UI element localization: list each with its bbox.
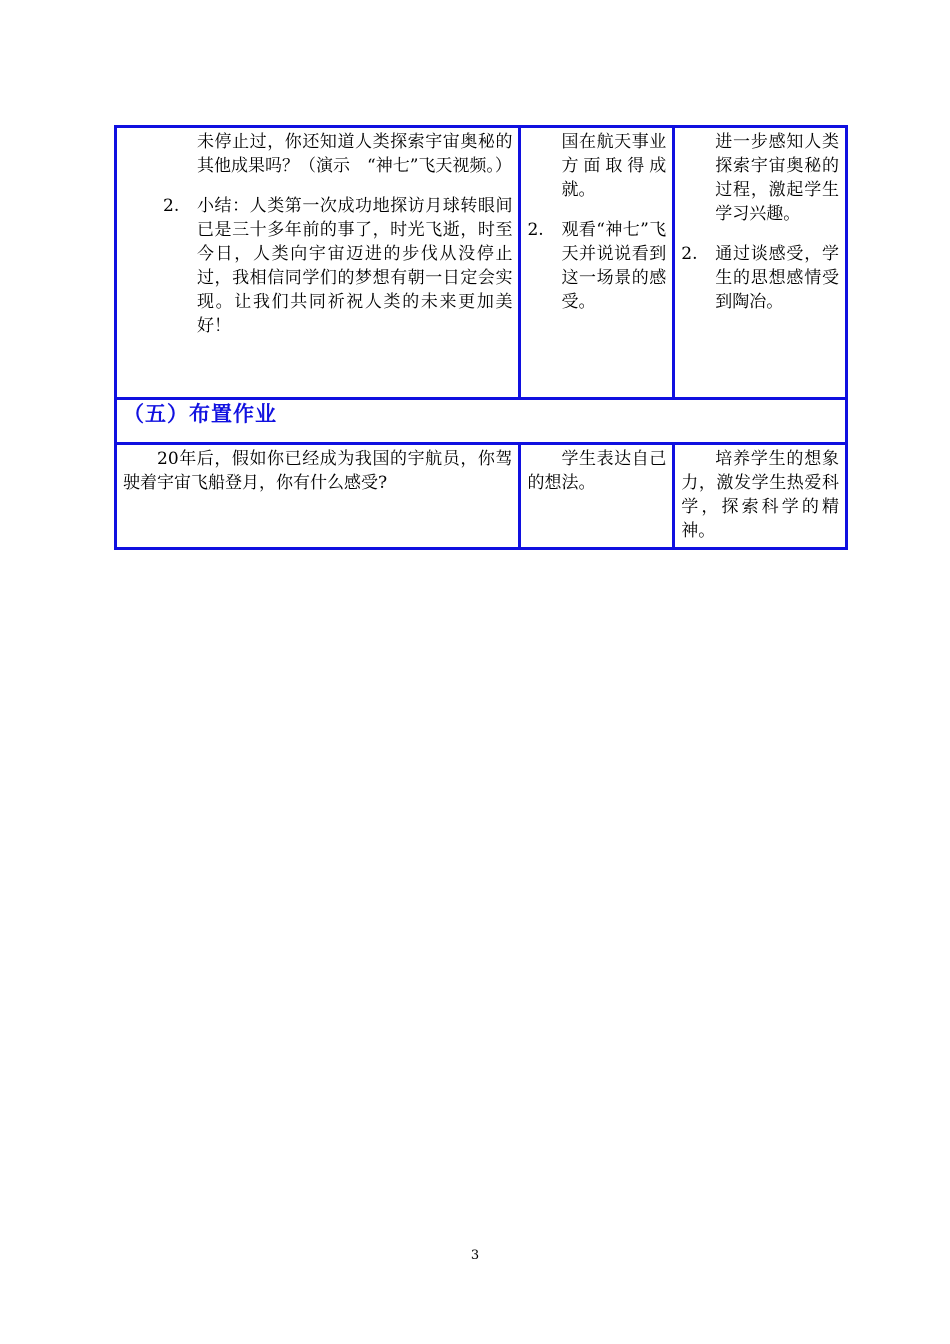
student-activity-cell xyxy=(520,127,674,399)
section-header-row xyxy=(116,399,847,444)
homework-intent-cell xyxy=(674,444,847,549)
homework-intent-text: 培养学生的想象力，激发学生热爱科学，探索科学的精神。 xyxy=(681,449,839,541)
item-text: 小结：人类第一次成功地探访月球转眼间已是三十多年前的事了，时光飞逝，时至今日，人类向宇宙迈进的步伐从没停止过，我相信同学们的梦想有朝一日定会实现。让我们共同祈祝人类的未来更加美好！ xyxy=(197,196,513,336)
design-intent-cell xyxy=(674,127,847,399)
homework-student-text: 学生表达自己的想法。 xyxy=(527,449,667,493)
section-header-cell xyxy=(116,399,847,444)
homework-row xyxy=(116,444,847,549)
teacher-activity-cell xyxy=(116,127,520,399)
student-activity-continued: 国在航天事业方面取得成就。 xyxy=(561,132,667,200)
teacher-activity-item-2 xyxy=(163,194,512,338)
teacher-activity-continued: 未停止过，你还知道人类探索宇宙奥秘的其他成果吗？（演示 “神七”飞天视频。） xyxy=(197,132,513,176)
design-intent-item-2 xyxy=(681,242,839,314)
page-number: 3 xyxy=(470,1248,480,1263)
item-number: 2. xyxy=(681,244,698,264)
item-number: 2. xyxy=(163,196,180,216)
homework-student-cell xyxy=(520,444,674,549)
homework-task-text: 20年后，假如你已经成为我国的宇航员，你驾驶着宇宙飞船登月，你有什么感受? xyxy=(123,449,513,493)
homework-task-cell xyxy=(116,444,520,549)
student-activity-item-2 xyxy=(527,218,666,314)
item-text: 通过谈感受，学生的思想感情受到陶冶。 xyxy=(715,244,839,312)
teaching-process-row xyxy=(116,127,847,399)
design-intent-continued: 进一步感知人类探索宇宙奥秘的过程，激起学生学习兴趣。 xyxy=(715,132,839,224)
item-number: 2. xyxy=(527,220,544,240)
item-text: 观看“神七”飞天并说说看到这一场景的感受。 xyxy=(561,220,667,312)
lesson-plan-table xyxy=(114,125,848,550)
section-title: （五）布置作业 xyxy=(123,402,277,426)
